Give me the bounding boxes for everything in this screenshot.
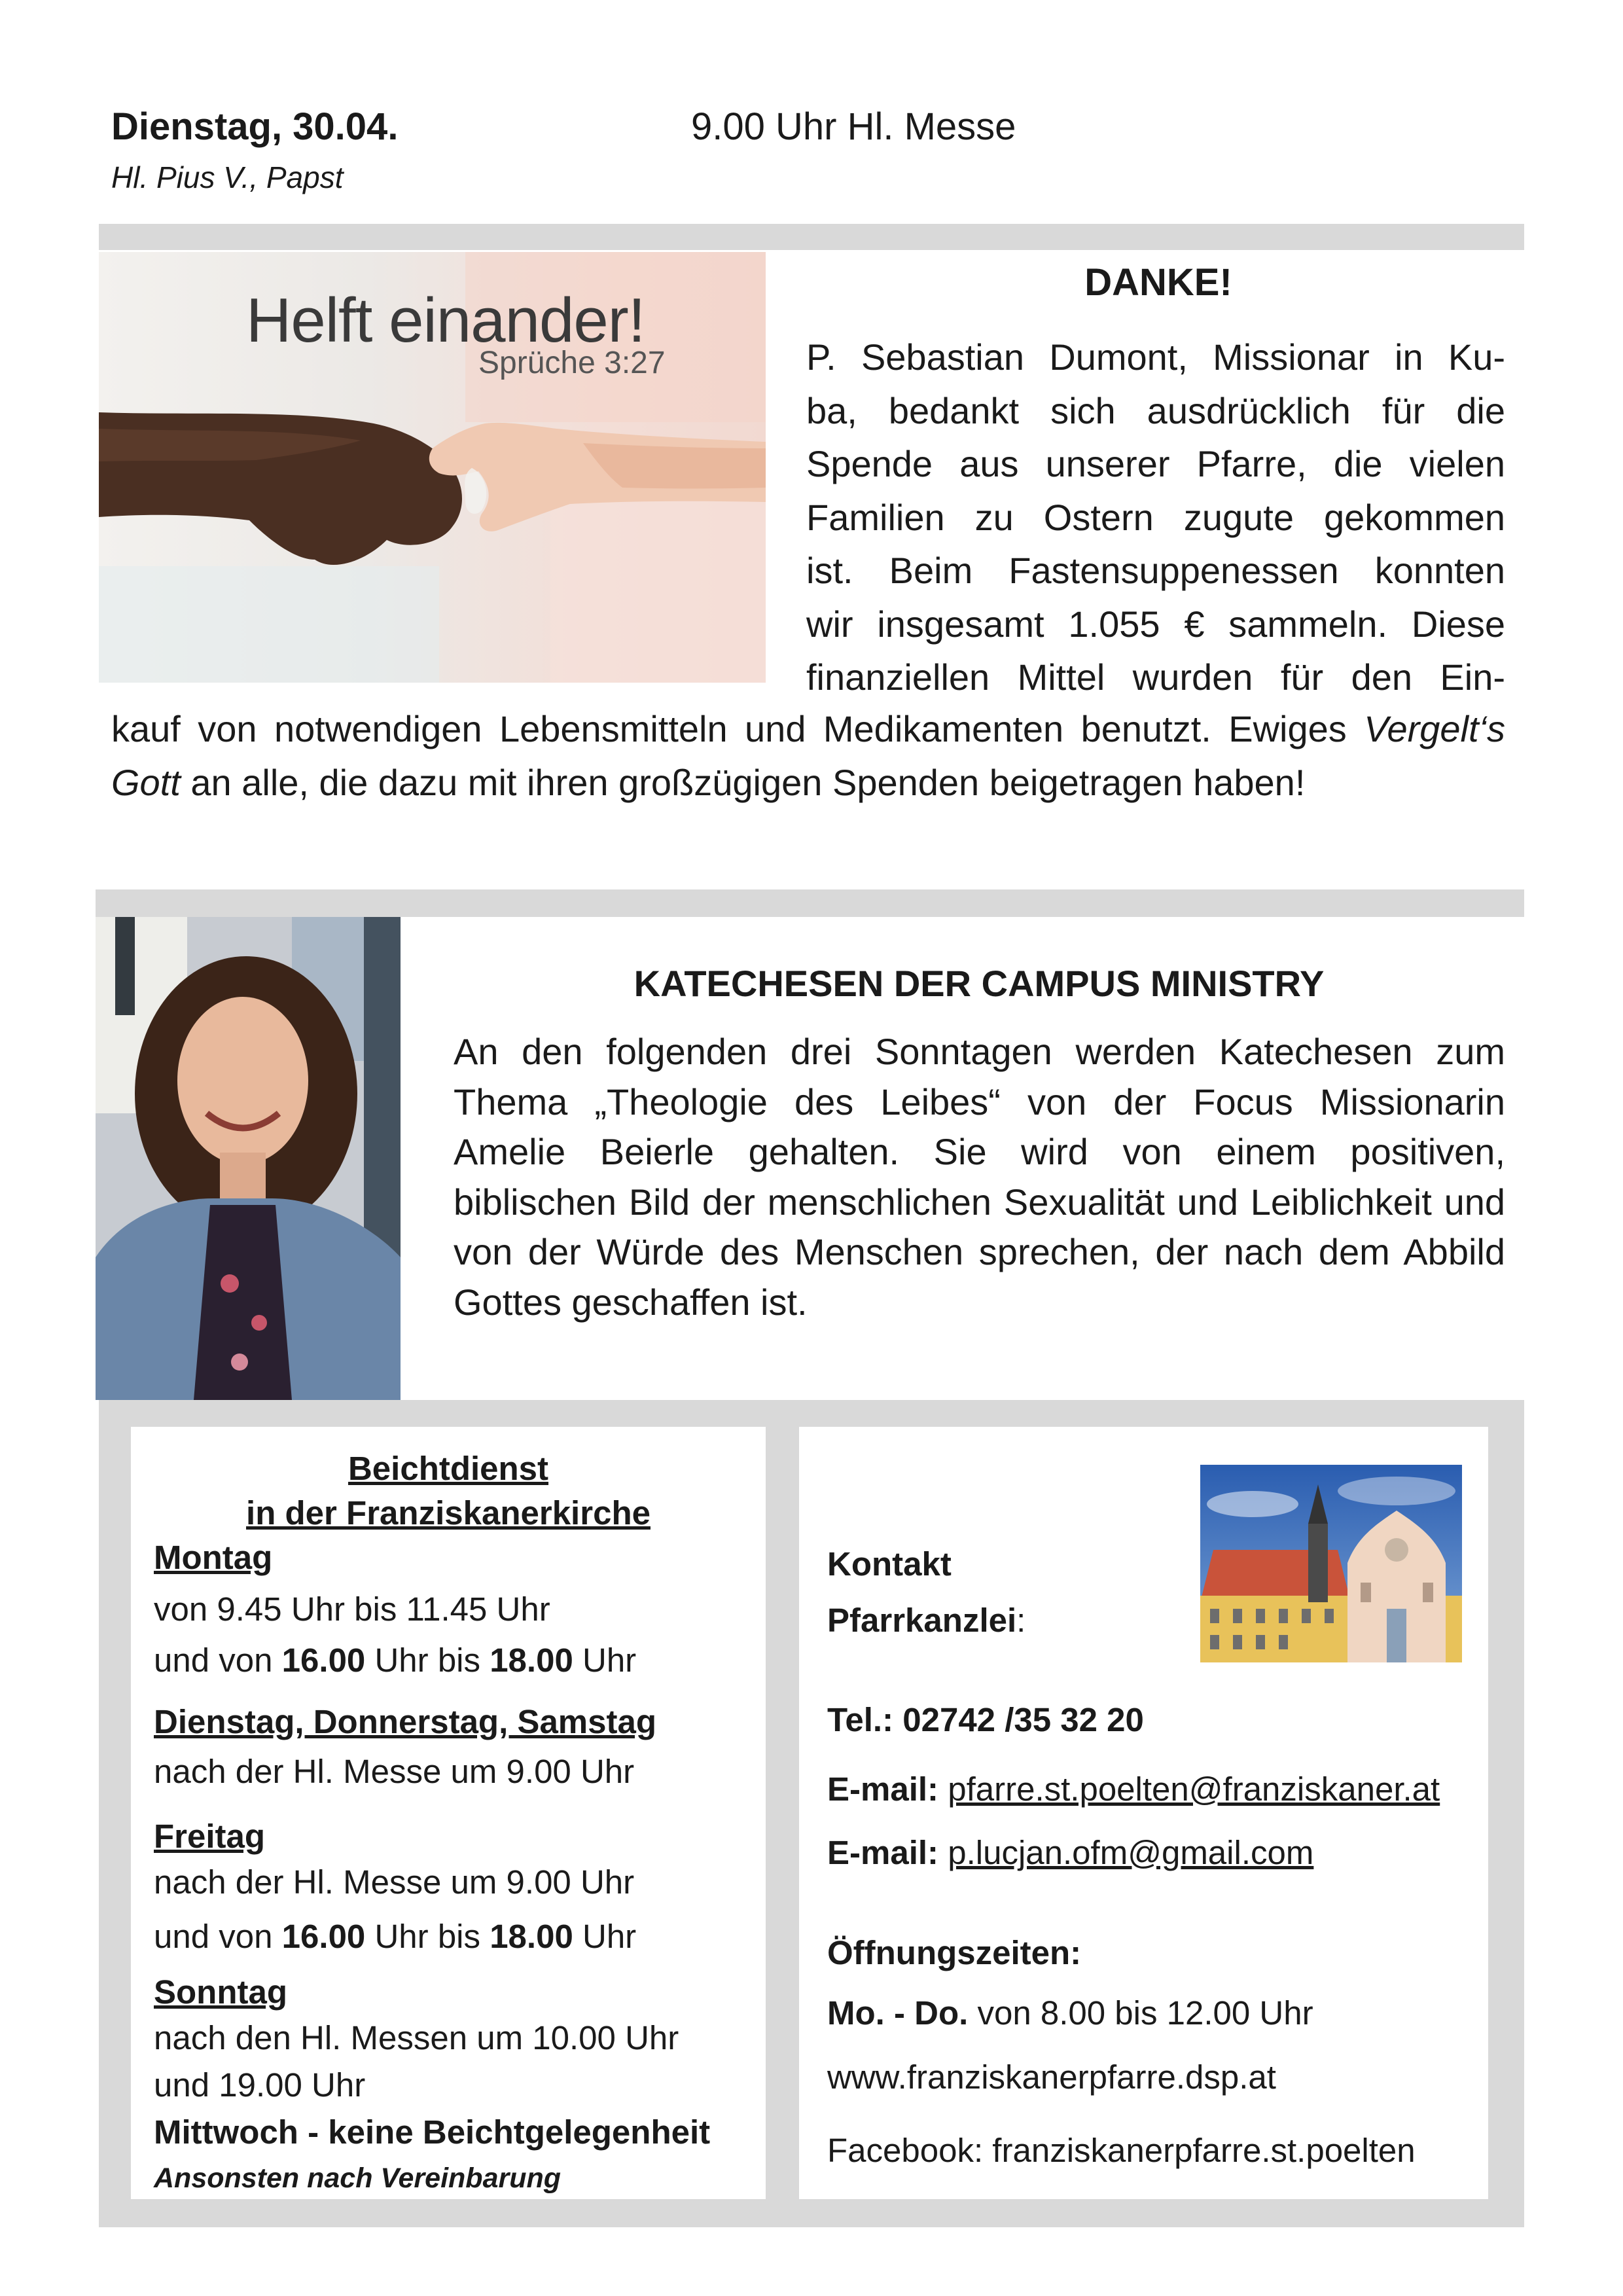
schedule-line: nach den Hl. Messen um 10.00 Uhr (154, 2019, 679, 2056)
beichtdienst-title: Beichtdienst (348, 1450, 549, 1487)
pfarrkanzlei-label: Pfarrkanzlei: (827, 1602, 1026, 1639)
email-row: E-mail: pfarre.st.poelten@franziskaner.at (827, 1770, 1440, 1808)
danke-line: ba, bedankt sich ausdrücklich für die (806, 389, 1505, 431)
danke-line: finanziellen Mittel wurden für den Ein- (806, 656, 1505, 698)
day-heading-montag: Montag (154, 1539, 273, 1576)
campus-ministry-text: An den folgenden drei Sonntagen werden Katechesen zum Thema „Theologie des Leibes“ von der Focus Missionarin Amelie Beierle gehalten. Sie wird von einem positiven, biblischen Bild der menschlichen Sexualität und Leiblichkeit und von der Würde des Menschen sprechen, der nach dem Abbild Gottes geschaffen ist. (454, 1031, 1505, 1323)
danke-line: wir insgesamt 1.055 € sammeln. Diese (806, 603, 1505, 645)
day-heading-freitag: Freitag (154, 1818, 266, 1855)
divider-bar (99, 224, 1524, 250)
campus-ministry-title: KATECHESEN DER CAMPUS MINISTRY (633, 963, 1325, 1004)
email-row: E-mail: p.lucjan.ofm@gmail.com (827, 1834, 1314, 1871)
danke-continuation: kauf von notwendigen Lebensmitteln und Medikamenten benutzt. Ewiges (111, 708, 1364, 749)
missionary-photo (96, 917, 401, 1400)
danke-line: P. Sebastian Dumont, Missionar in Ku- (806, 336, 1505, 378)
day-heading-ddsa: Dienstag, Donnerstag, Samstag (154, 1703, 657, 1740)
danke-text-full (111, 702, 1505, 809)
divider-bar (96, 889, 1524, 917)
image-caption-reference: Sprüche 3:27 (478, 346, 666, 380)
schedule-line: nach der Hl. Messe um 9.00 Uhr (154, 1753, 635, 1790)
handshake-image (99, 252, 766, 683)
opening-hours: Mo. - Do. von 8.00 bis 12.00 Uhr (827, 1994, 1313, 2032)
danke-line: Spende aus unserer Pfarre, die vielen (806, 443, 1505, 484)
schedule-line: und 19.00 Uhr (154, 2066, 366, 2104)
danke-text-column (806, 331, 1505, 704)
ansonsten-note: Ansonsten nach Vereinbarung (154, 2162, 562, 2194)
schedule-line: und von 16.00 Uhr bis 18.00 Uhr (154, 1641, 637, 1679)
schedule-line: nach der Hl. Messe um 9.00 Uhr (154, 1863, 635, 1901)
opening-hours-title: Öffnungszeiten: (827, 1934, 1082, 1971)
danke-title: DANKE! (1084, 261, 1232, 304)
saint-of-day: Hl. Pius V., Papst (111, 160, 344, 194)
danke-line: ist. Beim Fastensuppenessen konnten (806, 550, 1505, 591)
mass-time: 9.00 Uhr Hl. Messe (691, 105, 1016, 148)
email-link-pfarre[interactable]: pfarre.st.poelten@franziskaner.at (948, 1770, 1440, 1808)
day-heading-sonntag: Sonntag (154, 1973, 287, 2011)
schedule-line: und von 16.00 Uhr bis 18.00 Uhr (154, 1918, 637, 1955)
beichtdienst-subtitle: in der Franziskanerkirche (246, 1494, 651, 1532)
email-link-lucjan[interactable]: p.lucjan.ofm@gmail.com (948, 1834, 1314, 1871)
mittwoch-note: Mittwoch - keine Beichtgelegenheit (154, 2113, 711, 2151)
telephone: Tel.: 02742 /35 32 20 (827, 1701, 1144, 1738)
facebook-link[interactable]: Facebook: franziskanerpfarre.st.poelten (827, 2132, 1416, 2169)
church-photo (1200, 1465, 1462, 1662)
date-heading: Dienstag, 30.04. (111, 105, 399, 148)
image-caption-title: Helft einander! (246, 285, 645, 355)
danke-line: Familien zu Ostern zugute gekommen (806, 496, 1505, 538)
website-link[interactable]: www.franziskanerpfarre.dsp.at (827, 2058, 1276, 2096)
schedule-line: von 9.45 Uhr bis 11.45 Uhr (154, 1590, 550, 1628)
danke-continuation-end: an alle, die dazu mit ihren großzügigen Spenden beigetragen haben! (180, 761, 1306, 803)
kontakt-title: Kontakt (827, 1545, 952, 1583)
danke-vergelts-gott: Vergelt‘s Gott (111, 708, 1505, 803)
